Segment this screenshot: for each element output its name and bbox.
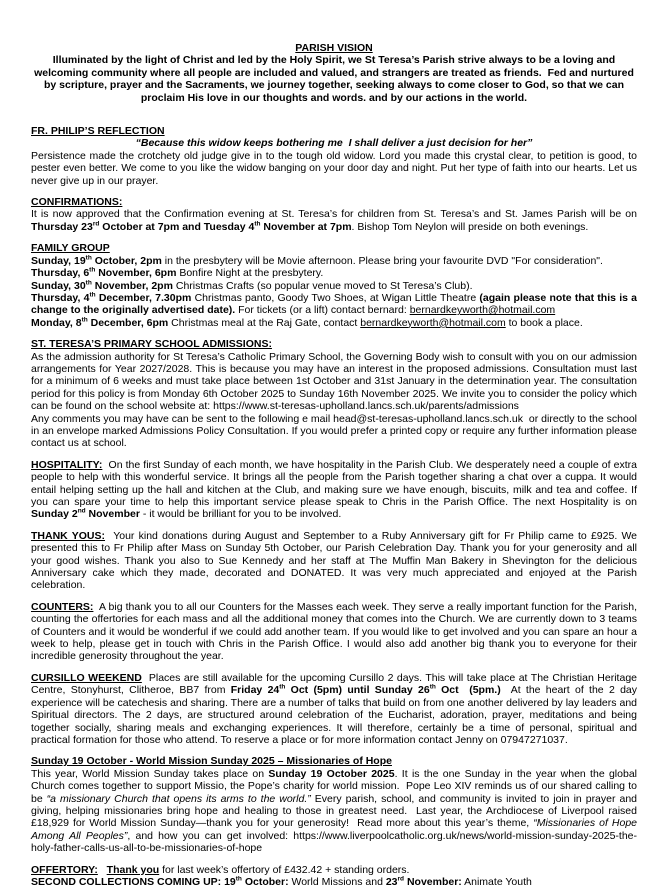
world-mission-text: [31, 767, 640, 855]
text-run: FR. PHILIP’S REFLECTION: [31, 125, 165, 138]
text-run: Animate Youth: [461, 875, 532, 888]
text-run: 23: [385, 875, 398, 888]
family-group-item: [31, 291, 640, 317]
text-run: for last week’s offertory of £432.42 + standing orders.: [159, 863, 410, 876]
family-group-item: [31, 255, 637, 267]
section-heading-world-mission-sunday: [31, 755, 637, 767]
text-run: in the presbytery will be Movie afternoon. Please bring your favourite DVD "For consideration".: [161, 254, 603, 267]
text-run: rd: [92, 220, 100, 228]
admissions-text-1: [31, 350, 640, 413]
text-run: Thank you: [106, 863, 160, 876]
text-run: nd: [77, 507, 86, 515]
text-run: OFFERTORY:: [31, 863, 98, 876]
confirmations-text: [31, 208, 640, 233]
text-run: to book a place.: [505, 316, 583, 329]
text-run: Bonfire Night at the presbytery.: [176, 267, 324, 280]
text-run: th: [279, 683, 286, 691]
text-run: Monday, 8: [31, 316, 82, 329]
text-run: ST. TERESA’S PRIMARY SCHOOL ADMISSIONS:: [31, 338, 272, 351]
link[interactable]: https://www.st-teresas-upholland.lancs.sch.uk/parents/admissions: [213, 400, 519, 413]
text-run: Sunday, 19: [31, 254, 86, 267]
offertory-text: [31, 864, 637, 876]
link[interactable]: bernardkeyworth@hotmail.com: [409, 304, 556, 317]
hospitality-text: [31, 458, 640, 521]
text-run: or directly to the school in an envelope marked Admissions Policy Consultation. If you would prefer a printed copy or require any further information please contact us at school.: [31, 412, 640, 450]
second-collections-text: [31, 876, 637, 888]
text-run: Christmas Crafts (so popular venue moved to St Teresa’s Club).: [172, 279, 473, 292]
text-run: For tickets (or a lift) contact bernard:: [235, 304, 410, 317]
cursillo-weekend-text: [31, 671, 643, 746]
text-run: th: [85, 254, 92, 262]
text-run: December, 7.30pm: [95, 291, 192, 304]
text-run: th: [81, 316, 88, 324]
section-heading-family-group: [31, 242, 637, 254]
text-run: HOSPITALITY:: [31, 458, 103, 471]
thank-yous-text: [31, 529, 640, 592]
text-run: . Bishop Tom Neylon will preside on both evenings.: [351, 220, 589, 233]
text-run: th: [429, 683, 436, 691]
text-run: World Missions and: [288, 875, 386, 888]
text-run: th: [254, 220, 261, 228]
text-run: November, 6pm: [95, 267, 177, 280]
text-run: Every parish, school, and community is invited to join in prayer and giving, helping missionaries bring hope and healing to those in greatest need. Last year, the Archdiocese of Liverpool raised £18,929 for World Mission Sunday—thank you for your generosity! Read more about this year’s theme,: [31, 792, 640, 830]
link[interactable]: head@st-teresas-upholland.lancs.sch.uk: [333, 412, 523, 425]
text-run: On the first Sunday of each month, we have hospitality in the Parish Club. We desperately need a couple of extra people to help with this wonderful service. It brings all the people from the Parish together sharing a chat over a cuppa. It would entail helping setting up the hall and kitchen at the Club, and making sure we have enough, biscuits, milk and tea and coffee. If you can spare your time to help this important service please speak to Chris in the Parish Office. The next Hospitality is on: [31, 458, 640, 508]
text-run: rd: [397, 875, 405, 883]
text-run: - it would be brilliant for you to be involved.: [139, 508, 342, 521]
reflection-text: [31, 149, 640, 187]
link[interactable]: bernardkeyworth@hotmail.com: [360, 316, 506, 329]
text-run: Sunday, 30: [31, 279, 86, 292]
text-run: Oct (5pm) until Sunday 26: [285, 684, 430, 697]
parish-vision-text: [31, 54, 637, 104]
reflection-quote: [31, 137, 637, 149]
text-run: “Because this widow keeps bothering me I shall deliver a just decision for her”: [135, 137, 533, 150]
text-run: Thursday 23: [31, 220, 93, 233]
text-run: . It is the one Sunday in the year when the global Church comes together to support Missio, the Pope’s charity for world mission. Pope Leo XIV reminds us of our shared calling to be: [31, 767, 640, 805]
text-run: A big thank you to all our Counters for the Masses each week. They serve a really important function for the Parish, counting the offertories for each mass and all the additional money that comes into the Church. We are currently down to 3 teams of Counters and it would be wonderful if we could add another team. If you would like to get involved and you can spare an hour a week to help, please get in touch with Chris in the Parish Office. I would also add another big thank you to everyone for their incredible generosity throughout the year.: [31, 600, 640, 663]
text-run: th: [89, 266, 96, 274]
text-run: PARISH VISION: [295, 42, 373, 54]
text-run: October:: [241, 875, 289, 888]
family-group-item: [31, 317, 637, 329]
text-run: “a missionary Church that opens its arms to the world.”: [46, 792, 311, 805]
text-run: , and how you can get involved:: [127, 829, 294, 842]
text-run: FAMILY GROUP: [31, 242, 110, 255]
text-run: CURSILLO WEEKEND: [31, 671, 142, 684]
text-run: Oct (5pm.): [435, 684, 501, 697]
text-run: October, 2pm: [91, 254, 162, 267]
text-run: Illuminated by the light of Christ and led by the Holy Spirit, we St Teresa’s Parish strive always to be a loving and welcoming community where all people are included and valued, and strangers are treated as friends. Fed and nurtured by scripture, prayer and the Sacraments, we journey together, seeking always to come closer to God, so that we can proclaim His love in our thoughts and words. and by our actions in the world.: [34, 54, 637, 104]
text-run: “Missionaries of Hope Among All Peoples”: [31, 817, 640, 842]
text-run: THANK YOUS:: [31, 529, 106, 542]
text-run: Thursday, 6: [31, 267, 90, 280]
counters-text: [31, 600, 640, 663]
text-run: th: [89, 291, 96, 299]
text-run: th: [85, 279, 92, 286]
link[interactable]: https://www.liverpoolcatholic.org.uk/news/world-mission-sunday-2025-the-holy-father-calls-us-all-to-be-missionaries-of-hope: [31, 829, 638, 855]
doc-title: [31, 42, 637, 54]
text-run: Christmas meal at the Raj Gate, contact: [168, 316, 361, 329]
text-run: It is now approved that the Confirmation evening at St. Teresa’s for children from St. Teresa’s and St. James Parish will be on: [31, 208, 640, 221]
text-run: Christmas panto, Goody Two Shoes, at Wigan Little Theatre: [191, 291, 480, 304]
text-run: December, 6pm: [87, 316, 169, 329]
text-run: At the heart of the 2 day experience will be catechesis and sharing. There are a number of talks that build on from one another delivered by lay leaders and Spiritual directors. The 2 days, are structured around celebration of the Eucharist, adoration, prayer, meditations and being together socially, sharing meals and exchanging experiences. It will therefore, certainly be a time of personal, spiritual and practical formation for those who attend. To reserve a place or for more information contact Jenny on 07947271037.: [31, 684, 643, 746]
text-run: Sunday 19 October - World Mission Sunday 2025 – Missionaries of Hope: [31, 755, 392, 768]
section-heading-school-admissions: [31, 338, 637, 350]
text-run: As the admission authority for St Teresa’s Catholic Primary School, the Governing Body wish to consult with you on our admission arrangements for Year 2027/2028. This is because you may have an interest in the proposed admissions. Consultation must last for a minimum of 6 weeks and must take place between 1st October and 31st January in the determination year. The consultation period for this policy is from Monday 6th October 2025 to Sunday 16th November 2025. We invite you to consider the policy which can be found on the school website at:: [31, 350, 640, 413]
text-run: Sunday 2: [31, 508, 78, 521]
text-run: Places are still available for the upcoming Cursillo 2 days. This will take place at The Christian Heritage Centre, Stonyhurst, Clitheroe, BB7 from: [31, 671, 640, 697]
text-run: th: [235, 875, 242, 883]
text-run: Sunday 19 October 2025: [268, 767, 395, 780]
text-run: Any comments you may have can be sent to the following e mail: [31, 412, 334, 425]
section-heading-fr-philips-reflection: [31, 125, 637, 137]
text-run: Thursday, 4: [31, 291, 90, 304]
text-run: October at 7pm and Tuesday 4: [99, 220, 255, 233]
family-group-item: [31, 267, 637, 279]
text-run: SECOND COLLECTIONS COMING UP: 19: [31, 875, 236, 888]
text-run: November at 7pm: [260, 220, 352, 233]
text-run: Persistence made the crotchety old judge give in to the tough old widow. Lord you made this crystal clear, to petition is good, to pester even better. We come to you like the widow banging on your door day and night. Put her type of faith into our hearts. Let us never give up in our prayer.: [31, 149, 640, 187]
section-heading-confirmations: [31, 196, 637, 208]
text-run: Your kind donations during August and September to a Ruby Anniversary gift for Fr Philip came to £925. We presented this to Fr Philip after Mass on Sunday 5th October, our Parish Celebration Day. Thank you for your generosity and all your good wishes. Thank you also to Sue Kennedy and her staff at The Muffin Man Bakery in Shevington for the delicious Anniversary cake which they made, decorated and DONATED. It was very much appreciated and enjoyed at the Parish celebration.: [31, 529, 640, 592]
text-run: CONFIRMATIONS:: [31, 196, 123, 209]
text-run: November:: [404, 875, 462, 888]
text-run: (again please note that this is a change to the originally advertised date).: [31, 291, 640, 317]
text-run: November: [85, 508, 140, 521]
text-run: COUNTERS:: [31, 600, 94, 613]
text-run: This year, World Mission Sunday takes place on: [31, 767, 269, 780]
text-run: [98, 864, 107, 876]
text-run: November, 2pm: [91, 279, 173, 292]
family-group-item: [31, 280, 637, 292]
text-run: Friday 24: [230, 684, 280, 697]
admissions-text-2: [31, 412, 640, 450]
